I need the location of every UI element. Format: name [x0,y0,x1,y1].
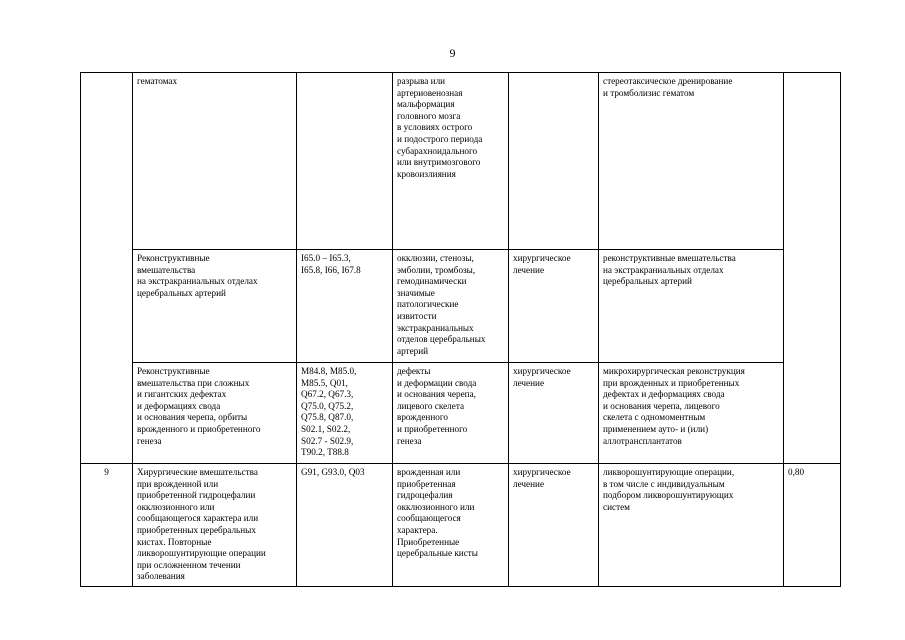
group-number-cell [81,73,133,464]
procedures-table [80,72,841,587]
treatment-type-cell: хирургическое лечение [509,363,599,464]
treatment-type-cell [509,73,599,250]
procedure-name-cell: Реконструктивные вмешательства при сложных и гигантских дефектах и деформациях свода и основания черепа, орбиты врожденного и приобретенного генеза [133,363,297,464]
table-row [81,464,841,587]
treatment-type-cell: хирургическое лечение [509,464,599,587]
icd-code-cell [297,73,393,250]
diagnosis-cell: разрыва или артериовенозная мальформация головного мозга в условиях острого и подострого периода субарахноидального или внутримозгового кровоизлияния [393,73,509,250]
icd-code-cell: G91, G93.0, Q03 [297,464,393,587]
procedure-name-cell: Реконструктивные вмешательства на экстракраниальных отделах церебральных артерий [133,250,297,363]
icd-code-cell: I65.0 – I65.3, I65.8, I66, I67.8 [297,250,393,363]
table-row [81,250,841,363]
method-cell: ликворошунтирующие операции, в том числе с индивидуальным подбором ликворошунтирующих систем [599,464,784,587]
method-cell: реконструктивные вмешательства на экстракраниальных отделах церебральных артерий [599,250,784,363]
method-cell: микрохирургическая реконструкция при врожденных и приобретенных дефектах и деформациях свода и основания черепа, лицевого скелета с одномоментным применением ауто- и (или) аллотрансплантатов [599,363,784,464]
table-row [81,363,841,464]
icd-code-cell: M84.8, M85.0, M85.5, Q01, Q67.2, Q67.3, Q75.0, Q75.2, Q75.8, Q87.0, S02.1, S02.2, S02.7 - S02.9, T90.2, T88.8 [297,363,393,464]
procedure-name-cell: гематомах [133,73,297,250]
diagnosis-cell: окклюзии, стенозы, эмболии, тромбозы, гемодинамически значимые патологические извитости экстракраниальных отделов церебральных артерий [393,250,509,363]
method-cell: стереотаксическое дренирование и тромболизис гематом [599,73,784,250]
table-row [81,73,841,250]
procedure-name-cell: Хирургические вмешательства при врожденной или приобретенной гидроцефалии окклюзионного или сообщающегося характера или приобретенных церебральных кистах. Повторные ликворошунтирующие операции при осложненном течении заболевания [133,464,297,587]
diagnosis-cell: врожденная или приобретенная гидроцефалия окклюзионного или сообщающегося характера. Приобретенные церебральные кисты [393,464,509,587]
treatment-type-cell: хирургическое лечение [509,250,599,363]
group-number-cell: 9 [81,464,133,587]
diagnosis-cell: дефекты и деформации свода и основания черепа, лицевого скелета врожденного и приобретенного генеза [393,363,509,464]
page-number: 9 [449,46,456,60]
coefficient-cell: 0,80 [784,464,841,587]
coefficient-cell [784,73,841,464]
